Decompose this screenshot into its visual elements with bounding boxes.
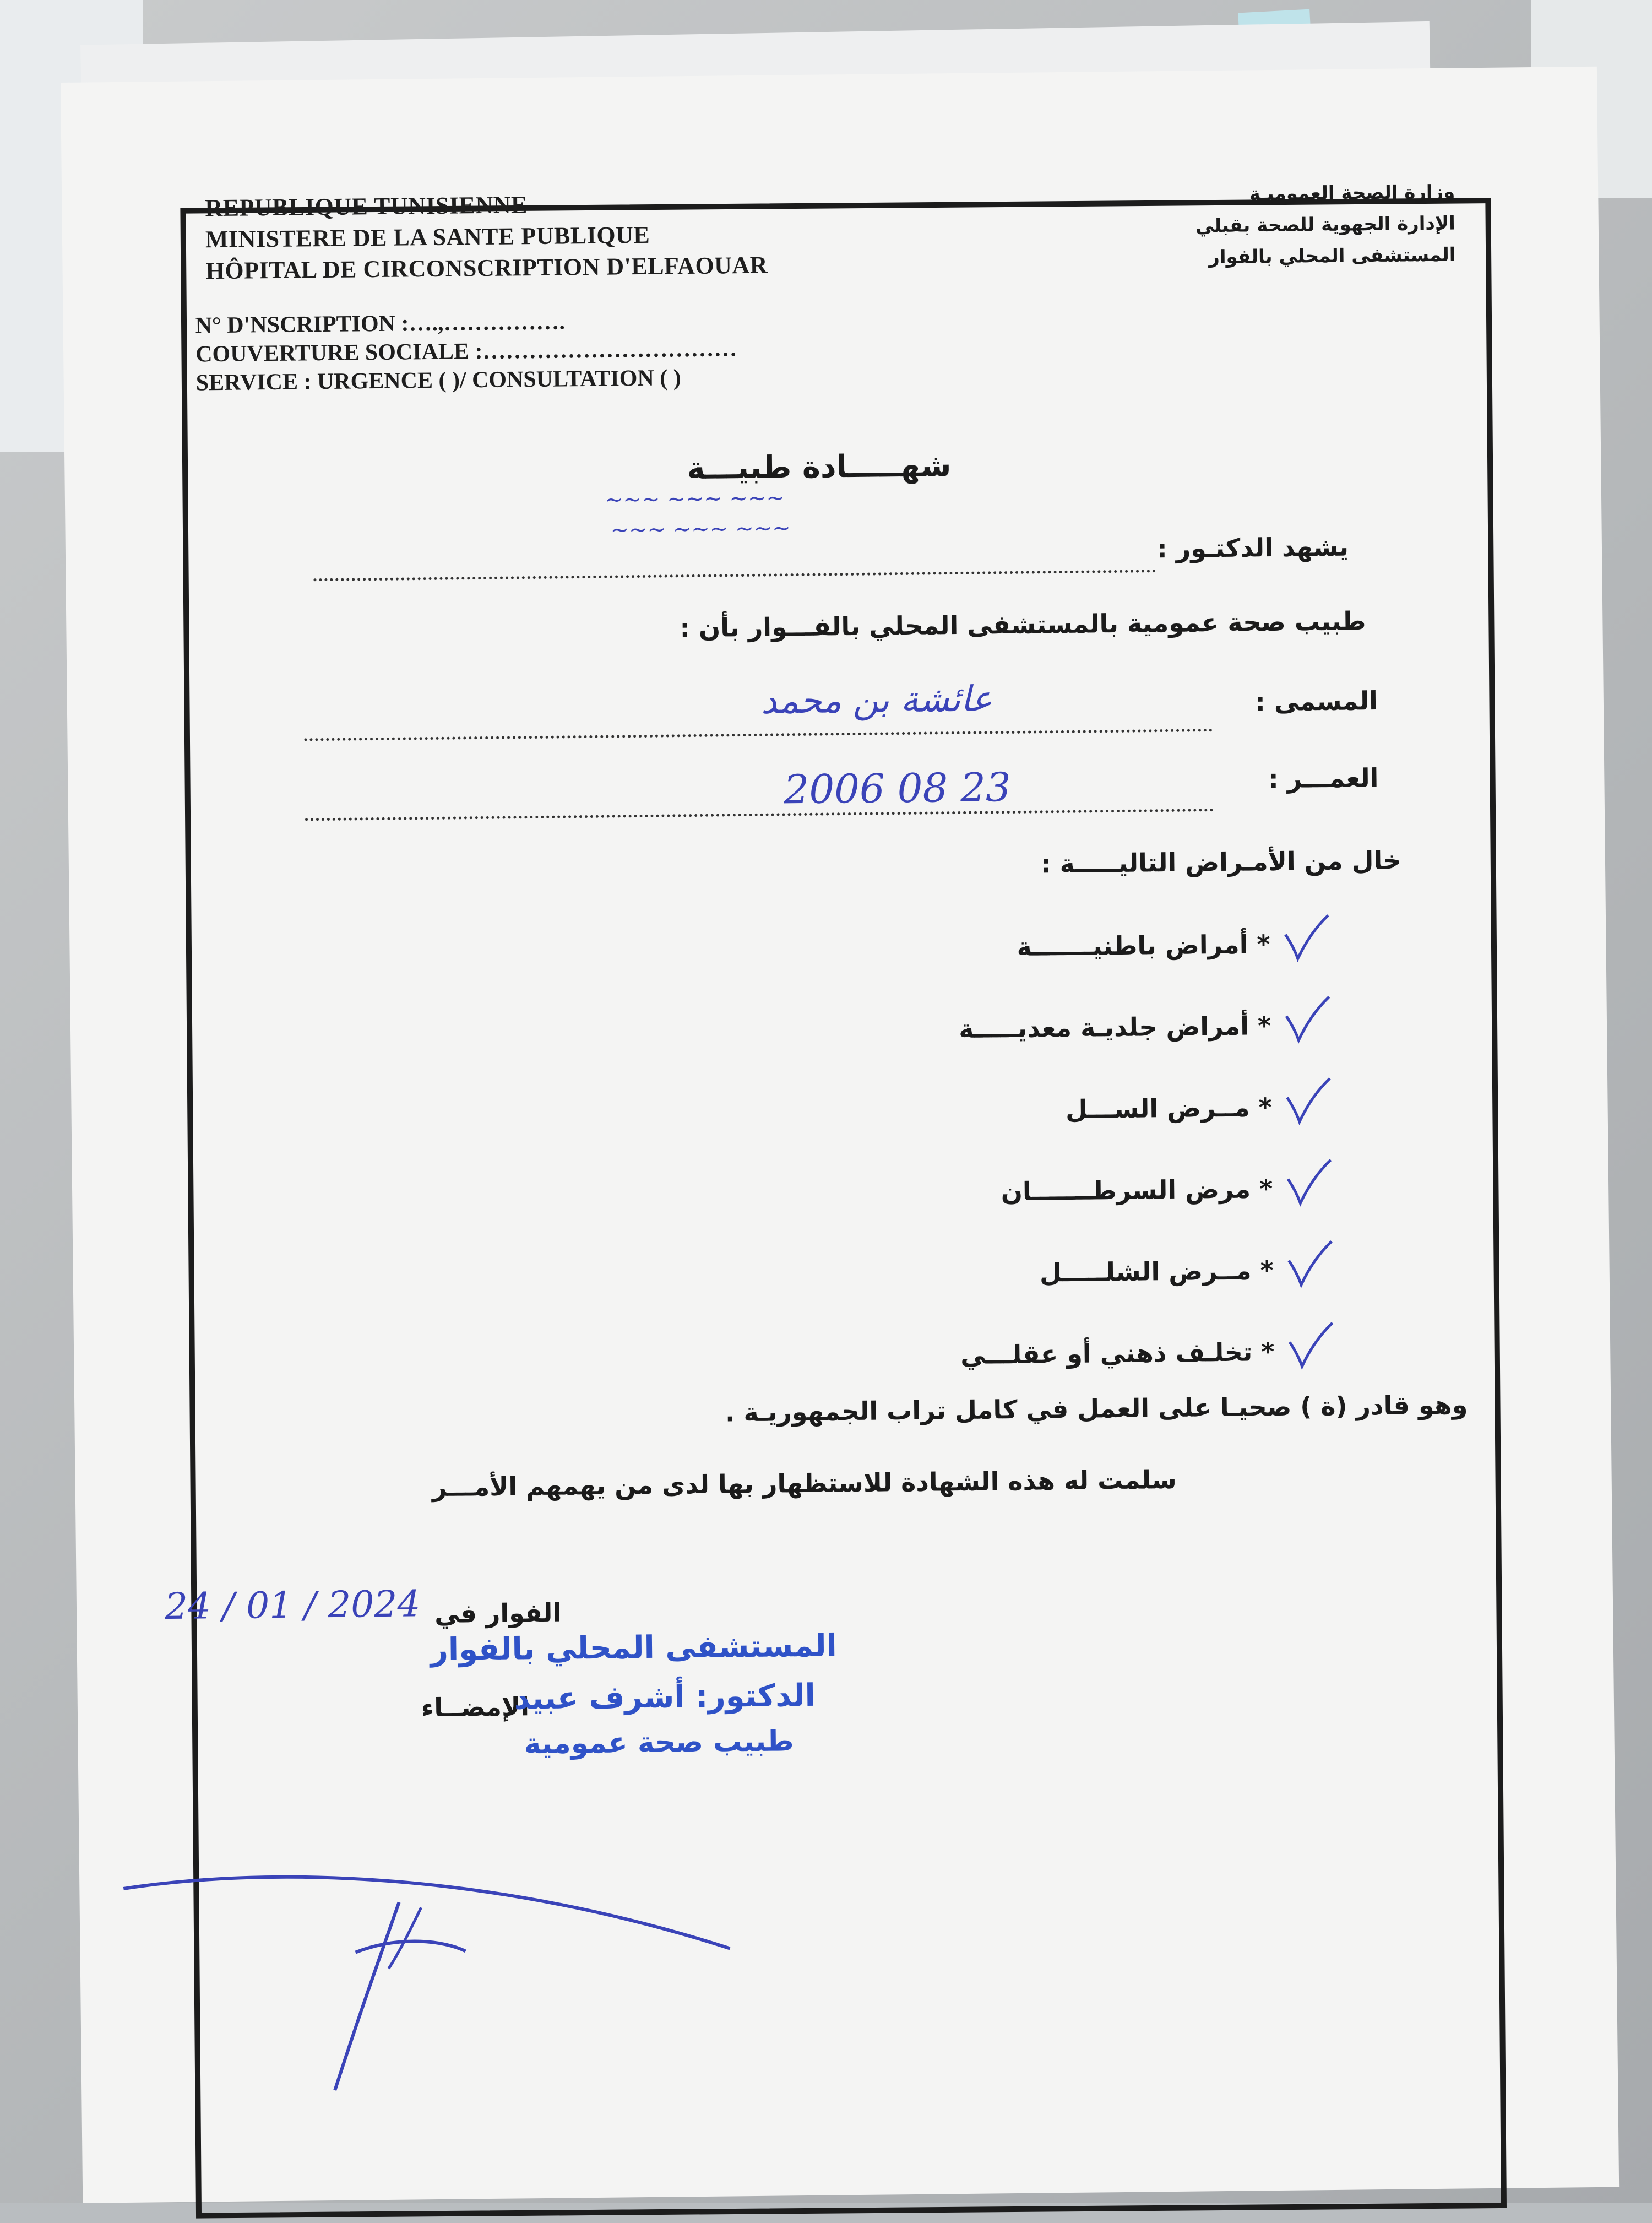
header-fr-hospital: HÔPITAL DE CIRCONSCRIPTION D'ELFAOUAR [205, 251, 768, 285]
checkmark-icon [1284, 1238, 1334, 1288]
stamp-doctor-name: الدكتور: أشرف عبيد [514, 1677, 816, 1717]
social-coverage-field: COUVERTURE SOCIALE :…………………………… [195, 336, 737, 367]
checkmark-icon [1281, 994, 1332, 1044]
place-date-label: الفوار في [434, 1597, 562, 1629]
header-ar-ministry: وزارة الصحة العموميـة [1249, 181, 1455, 205]
birth-date-handwritten: 2006 08 23 [784, 764, 1012, 813]
delivery-statement: سلمت له هذه الشهادة للاستظهار بها لدى من يهمهم الأمـــر [432, 1464, 1177, 1503]
handwritten-scribble-2: ~~~ ~~~ ~~~ [610, 516, 791, 543]
checkmark-icon [1285, 1320, 1335, 1370]
certificate-sheet [61, 67, 1619, 2203]
stamp-hospital: المستشفى المحلي بالفوار [430, 1628, 838, 1668]
disease-item-2: * أمراض جلديـة معديـــــة [958, 1011, 1271, 1044]
stamp-doctor-title: طبيب صحة عمومية [524, 1725, 794, 1761]
disease-item-5: * مــرض الشلـــــل [1039, 1255, 1274, 1288]
doctor-signature [112, 1838, 748, 2109]
header-ar-region: الإدارة الجهوية للصحة بقبلي [1195, 212, 1456, 237]
name-label: المسمى : [1255, 686, 1378, 717]
inscription-field: N° D'NSCRIPTION :….,……………. [195, 309, 566, 339]
certificate-title: شهـــــادة طبيـــة [687, 448, 952, 487]
issue-date-handwritten: 24 / 01 / 2024 [164, 1582, 421, 1628]
header-fr-republic: REPUBLIQUE TUNISIENNE [205, 191, 528, 222]
header-ar-hospital: المستشفى المحلي بالفوار [1209, 243, 1456, 269]
checkmark-icon [1284, 1157, 1334, 1207]
doctor-role-line: طبيب صحة عمومية بالمستشفى المحلي بالفـــوار بأن : [680, 606, 1366, 643]
disease-item-4: * مرض السرطـــــــان [1001, 1174, 1273, 1207]
handwritten-scribble-1: ~~~ ~~~ ~~~ [604, 485, 785, 513]
disease-item-6: * تخلـف ذهني أو عقلـــي [960, 1337, 1275, 1370]
header-fr-ministry: MINISTERE DE LA SANTE PUBLIQUE [205, 221, 650, 253]
signature-label: الإمضــاء [421, 1691, 530, 1723]
checkmark-icon [1281, 912, 1331, 962]
age-label: العمـــر : [1268, 763, 1379, 794]
service-field: SERVICE : URGENCE ( )/ CONSULTATION ( ) [195, 365, 681, 396]
checkmark-icon [1283, 1075, 1333, 1125]
fit-statement: وهو قادر (ة ) صحيـا على العمل في كامل تراب الجمهوريـة . [725, 1390, 1468, 1428]
free-from-label: خال من الأمـراض التاليـــــة : [1040, 845, 1402, 879]
doctor-label: يشهد الدكتـور : [1157, 532, 1349, 564]
disease-item-1: * أمراض باطنيـــــــة [1017, 929, 1270, 962]
patient-name-handwritten: عائشة بن محمد [760, 679, 993, 722]
disease-item-3: * مــرض الســـل [1065, 1092, 1272, 1124]
